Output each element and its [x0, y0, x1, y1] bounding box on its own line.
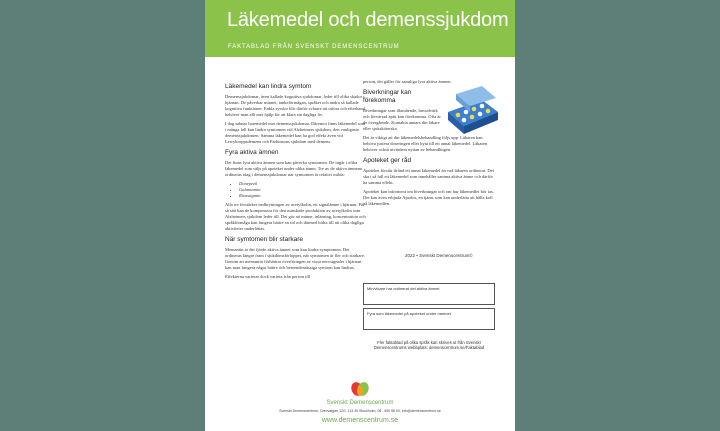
contact-address: Svenskt Demenscentrum, Drevvatgan 12G, 113 40 Stockholm, 08 - 690 58 00, info@demenscentrum.se: [279, 409, 441, 413]
paragraph: person, det gäller för samtliga fyra aktiva ämnen.: [363, 79, 452, 84]
paragraph: Apoteket kan informera om biverkningar och om hur läkemedlet bör tas. Det kan även erbjuda Apodos, en tjänst som kan underlätta att hålla koll på läkemedlen.: [363, 189, 494, 206]
list-item: • Galantamin: [239, 187, 367, 193]
left-column: [225, 79, 367, 369]
list-item: • Donepezil: [239, 181, 367, 187]
section-heading-stronger-symptoms: När symtomen blir starkare: [225, 236, 304, 243]
fact-sheet-page: [205, 0, 515, 431]
paragraph: Memantin är det fjärde aktiva ämnet som kan lindra symptomen. Det ordineras längre fram i sjukdomsförloppet, när symtomen är fler och starkare. Genom att memantin förhättrar överföringen av vissa nervsignaler i hjärnan kan man fungera något bättre och beteendemässiga symtom kan lindras.: [225, 247, 365, 270]
substance-list: [239, 181, 367, 199]
paragraph: Det finns fyra aktiva ämnen som kan påverka symtomen. De ingår i olika läkemedel som säljs på apoteket under olika namn. Tre av de aktiva ämnena ordineras idag i demenssjukdomar när symtomen är relativt milda:: [225, 160, 362, 177]
header-banner: [205, 0, 515, 57]
more-factsheets-note: Fler faktablad på olika språk kan skrives ut från Svenskt Demenscentrums webbplats: demenscentrum.se/Faktablad: [373, 340, 485, 351]
section-heading-pharmacy: Apoteket ger råd: [363, 157, 412, 164]
brand-name: Svenskt Demenscentrum: [326, 400, 394, 406]
section-heading-symptoms: Läkemedel kan lindra symtom: [225, 83, 312, 90]
medicine-name-field[interactable]: [363, 308, 495, 330]
list-item: • Rivastigmin: [239, 193, 367, 199]
field-label: Fyra som läkemedel på apoteket under namnet: [367, 311, 451, 316]
section-heading-side-effects: Biverkningar kan förekomma: [363, 89, 412, 104]
paragraph: Demenssjukdomar, även kallade kognitiva sjukdomar, leder till olika skador i hjärnan. De påverkar minnet, tankeförmågan, språket och andra så kallade kognitiva funktioner. Enkla sysslor blir därför svårare att utföra och efterhand behöver man allt mer hjälp för att klara sin dagliga liv.: [225, 94, 365, 117]
paragraph: Det är viktigt att din läkemedelsbehandling följs upp. Läkaren kan behöva justera doseringen eller byta till ett annat läkemedel. Läkaren behöver också utvärdera nyttan av behandlingen.: [363, 135, 488, 152]
page-subtitle: FAKTABLAD FRÅN SVENSKT DEMENSCENTRUM: [228, 44, 400, 50]
field-label: Min/vikare har ordinerat det aktiva ämnet: [367, 286, 440, 291]
pill-organizer-image: [442, 82, 502, 137]
copyright-year: 2022 • Svenskt Demenscentrum©: [405, 253, 473, 258]
page-title: Läkemedel och demenssjukdom: [227, 9, 509, 31]
paragraph: Alla tre förstärker nedbrytningen av acetylkolin, ett signalämne i hjärnan. På så sätt kan de kompensera för den minskade produktion av acetylkolin som Alzheimers sjukdom leder till. Det gör att minne, inlärning, koncentration och språkförmåga kan fungera bättre en tid och därmed bidra till att olika dagliga aktiviteter underlättas.: [225, 202, 366, 231]
section-heading-active-substances: Fyra aktiva ämnen: [225, 149, 279, 156]
heart-logo-icon: [345, 380, 375, 400]
paragraph: I dag saknas botemedel mot demenssjukdomar. Däremot finns läkemedel som i många fall kan lindra symtomen vid Alzheimers sjukdom, den vanligaste demenssjukdomen. Samma läkemedel kan ha god effekt även vid Lewykroppsdemens och Parkinsons sjukdom med demens.: [225, 121, 366, 144]
paragraph: Apoteket förstår ifrånd ett annat läkemedel än vad läkaren ordinerat. Det ska i så fall ett läkemedel som innehåller samma aktiva ämne och därför ha samma effekt.: [363, 168, 494, 185]
paragraph: Effekterna varierar dock variera från person till: [225, 274, 311, 279]
paragraph: Biverkningar som illamående, huvudvärk och förvärrad aptit kan förekomma. Ofta är de övergående. Kontakta annars din läkare eller sjuksköterska.: [363, 108, 441, 131]
prescribed-substance-field[interactable]: [363, 283, 495, 305]
website-link[interactable]: www.demenscentrum.se: [321, 417, 399, 424]
